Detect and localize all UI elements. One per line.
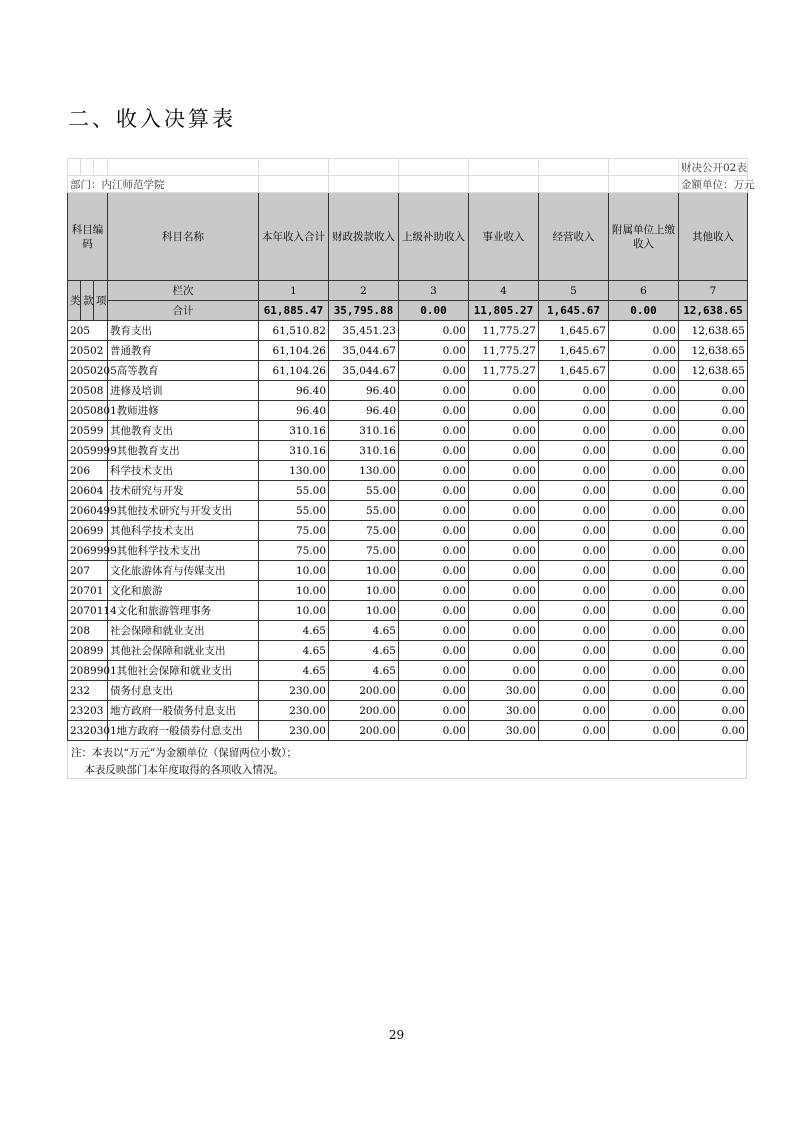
row-name: 其他科学技术支出	[108, 521, 259, 541]
row-value-5: 0.00	[539, 701, 609, 721]
row-name: 技术研究与开发	[108, 481, 259, 501]
row-value-5: 0.00	[539, 521, 609, 541]
row-value-2: 35,044.67	[329, 361, 399, 381]
row-value-2: 10.00	[329, 561, 399, 581]
row-value-6: 0.00	[609, 701, 679, 721]
row-value-7: 0.00	[679, 621, 748, 641]
row-value-5: 0.00	[539, 381, 609, 401]
header-col-4: 事业收入	[469, 193, 539, 281]
row-name: 科学技术支出	[108, 461, 259, 481]
row-value-3: 0.00	[399, 401, 469, 421]
col-num-1: 1	[259, 281, 329, 301]
row-value-3: 0.00	[399, 641, 469, 661]
row-name: 社会保障和就业支出	[108, 621, 259, 641]
row-value-1: 96.40	[259, 381, 329, 401]
row-code: 20502	[68, 341, 108, 361]
row-value-6: 0.00	[609, 641, 679, 661]
row-value-1: 75.00	[259, 541, 329, 561]
row-value-7: 12,638.65	[679, 361, 748, 381]
row-value-4: 0.00	[469, 381, 539, 401]
row-value-2: 4.65	[329, 661, 399, 681]
table-row	[68, 441, 748, 461]
col-num-2: 2	[329, 281, 399, 301]
table-row	[68, 381, 748, 401]
table-row	[68, 601, 748, 621]
row-code: 2050801	[68, 401, 108, 421]
row-value-3: 0.00	[399, 581, 469, 601]
row-value-3: 0.00	[399, 321, 469, 341]
row-value-5: 0.00	[539, 441, 609, 461]
row-value-3: 0.00	[399, 461, 469, 481]
header-col-3: 上级补助收入	[399, 193, 469, 281]
table-row	[68, 721, 748, 741]
row-value-3: 0.00	[399, 721, 469, 741]
row-value-1: 230.00	[259, 681, 329, 701]
table-row	[68, 621, 748, 641]
row-value-3: 0.00	[399, 681, 469, 701]
row-value-6: 0.00	[609, 561, 679, 581]
row-value-7: 0.00	[679, 481, 748, 501]
row-value-3: 0.00	[399, 541, 469, 561]
row-value-2: 4.65	[329, 641, 399, 661]
row-value-2: 35,044.67	[329, 341, 399, 361]
row-code: 2050205	[68, 361, 108, 381]
row-value-6: 0.00	[609, 541, 679, 561]
row-name: 其他教育支出	[108, 421, 259, 441]
total-value-7: 12,638.65	[679, 301, 748, 321]
row-name: 地方政府一般债券付息支出	[108, 721, 259, 741]
table-row	[68, 461, 748, 481]
row-value-5: 0.00	[539, 461, 609, 481]
row-name: 文化旅游体育与传媒支出	[108, 561, 259, 581]
table-row	[68, 541, 748, 561]
row-value-4: 0.00	[469, 621, 539, 641]
row-value-1: 10.00	[259, 601, 329, 621]
header-name: 科目名称	[108, 193, 259, 281]
col-num-6: 6	[609, 281, 679, 301]
department-label: 部门：内江师范学院	[68, 176, 259, 193]
row-code: 2320301	[68, 721, 108, 741]
row-value-6: 0.00	[609, 721, 679, 741]
row-value-3: 0.00	[399, 361, 469, 381]
row-value-1: 61,510.82	[259, 321, 329, 341]
row-code: 205	[68, 321, 108, 341]
row-name: 其他技术研究与开发支出	[108, 501, 259, 521]
row-value-2: 96.40	[329, 381, 399, 401]
note-line-2: 本表反映部门本年度取得的各项收入情况。	[71, 764, 284, 776]
unit-label: 金额单位：万元	[679, 176, 748, 193]
row-value-2: 200.00	[329, 701, 399, 721]
row-name: 地方政府一般债务付息支出	[108, 701, 259, 721]
row-name: 其他教育支出	[108, 441, 259, 461]
row-value-2: 10.00	[329, 601, 399, 621]
row-value-4: 0.00	[469, 441, 539, 461]
table-row	[68, 701, 748, 721]
row-value-6: 0.00	[609, 521, 679, 541]
row-value-3: 0.00	[399, 701, 469, 721]
row-value-5: 1,645.67	[539, 321, 609, 341]
row-code: 2069999	[68, 541, 108, 561]
row-name: 进修及培训	[108, 381, 259, 401]
row-value-5: 0.00	[539, 421, 609, 441]
table-row	[68, 341, 748, 361]
row-value-2: 75.00	[329, 541, 399, 561]
row-value-6: 0.00	[609, 581, 679, 601]
row-value-2: 35,451.23	[329, 321, 399, 341]
row-value-2: 130.00	[329, 461, 399, 481]
row-value-5: 0.00	[539, 581, 609, 601]
row-value-6: 0.00	[609, 601, 679, 621]
total-label: 合计	[108, 301, 259, 321]
page-number: 29	[388, 1028, 405, 1042]
row-value-6: 0.00	[609, 461, 679, 481]
row-value-7: 0.00	[679, 561, 748, 581]
row-value-7: 0.00	[679, 521, 748, 541]
row-value-1: 230.00	[259, 701, 329, 721]
notes	[67, 741, 747, 779]
row-name: 其他科学技术支出	[108, 541, 259, 561]
row-value-5: 0.00	[539, 481, 609, 501]
header-col-1: 本年收入合计	[259, 193, 329, 281]
row-value-2: 75.00	[329, 521, 399, 541]
row-value-4: 0.00	[469, 641, 539, 661]
row-value-3: 0.00	[399, 621, 469, 641]
header-col-7: 其他收入	[679, 193, 748, 281]
row-code: 20899	[68, 641, 108, 661]
row-value-4: 0.00	[469, 461, 539, 481]
row-name: 教育支出	[108, 321, 259, 341]
row-code: 2059999	[68, 441, 108, 461]
row-value-4: 0.00	[469, 501, 539, 521]
row-value-3: 0.00	[399, 561, 469, 581]
row-value-3: 0.00	[399, 421, 469, 441]
table-row	[68, 641, 748, 661]
col-num-3: 3	[399, 281, 469, 301]
row-value-7: 0.00	[679, 581, 748, 601]
row-value-1: 10.00	[259, 561, 329, 581]
row-code: 206	[68, 461, 108, 481]
row-value-4: 0.00	[469, 561, 539, 581]
row-value-2: 310.16	[329, 441, 399, 461]
row-value-1: 96.40	[259, 401, 329, 421]
row-value-6: 0.00	[609, 481, 679, 501]
row-value-5: 0.00	[539, 501, 609, 521]
row-value-1: 310.16	[259, 421, 329, 441]
table-row	[68, 361, 748, 381]
table-row	[68, 661, 748, 681]
row-value-5: 1,645.67	[539, 341, 609, 361]
row-value-7: 0.00	[679, 661, 748, 681]
row-value-7: 0.00	[679, 421, 748, 441]
row-name: 其他社会保障和就业支出	[108, 661, 259, 681]
header-lanci: 栏次	[108, 281, 259, 301]
row-value-4: 0.00	[469, 481, 539, 501]
row-value-5: 0.00	[539, 641, 609, 661]
table-row	[68, 581, 748, 601]
row-value-6: 0.00	[609, 501, 679, 521]
row-name: 文化和旅游管理事务	[108, 601, 259, 621]
row-code: 20508	[68, 381, 108, 401]
row-value-2: 10.00	[329, 581, 399, 601]
row-value-4: 11,775.27	[469, 321, 539, 341]
row-value-2: 55.00	[329, 481, 399, 501]
row-value-4: 0.00	[469, 661, 539, 681]
row-value-4: 0.00	[469, 401, 539, 421]
row-value-6: 0.00	[609, 321, 679, 341]
row-value-4: 0.00	[469, 541, 539, 561]
row-code: 2060499	[68, 501, 108, 521]
col-num-7: 7	[679, 281, 748, 301]
row-value-7: 0.00	[679, 381, 748, 401]
row-value-4: 0.00	[469, 601, 539, 621]
table-row	[68, 481, 748, 501]
row-value-6: 0.00	[609, 401, 679, 421]
row-code: 232	[68, 681, 108, 701]
row-value-2: 310.16	[329, 421, 399, 441]
row-value-7: 0.00	[679, 721, 748, 741]
row-value-7: 0.00	[679, 641, 748, 661]
col-num-4: 4	[469, 281, 539, 301]
row-value-6: 0.00	[609, 621, 679, 641]
table-row	[68, 561, 748, 581]
row-name: 文化和旅游	[108, 581, 259, 601]
row-value-7: 0.00	[679, 701, 748, 721]
row-value-1: 55.00	[259, 501, 329, 521]
row-value-6: 0.00	[609, 341, 679, 361]
row-value-7: 0.00	[679, 441, 748, 461]
row-value-6: 0.00	[609, 661, 679, 681]
row-value-7: 0.00	[679, 461, 748, 481]
row-value-2: 200.00	[329, 681, 399, 701]
row-value-1: 230.00	[259, 721, 329, 741]
row-name: 普通教育	[108, 341, 259, 361]
row-value-1: 4.65	[259, 641, 329, 661]
row-value-7: 0.00	[679, 601, 748, 621]
header-code: 科目编码	[68, 193, 108, 281]
row-value-4: 30.00	[469, 701, 539, 721]
row-value-5: 0.00	[539, 401, 609, 421]
row-value-6: 0.00	[609, 361, 679, 381]
row-value-5: 0.00	[539, 681, 609, 701]
row-value-2: 200.00	[329, 721, 399, 741]
header-kuan: 款	[81, 281, 94, 321]
row-value-4: 11,775.27	[469, 341, 539, 361]
row-value-5: 0.00	[539, 621, 609, 641]
row-value-3: 0.00	[399, 501, 469, 521]
form-code: 财决公开02表	[679, 159, 748, 176]
row-value-6: 0.00	[609, 381, 679, 401]
row-value-4: 30.00	[469, 721, 539, 741]
table-row	[68, 321, 748, 341]
row-code: 20599	[68, 421, 108, 441]
row-value-2: 96.40	[329, 401, 399, 421]
row-value-1: 55.00	[259, 481, 329, 501]
row-value-3: 0.00	[399, 521, 469, 541]
total-value-3: 0.00	[399, 301, 469, 321]
total-value-2: 35,795.88	[329, 301, 399, 321]
row-value-4: 0.00	[469, 581, 539, 601]
row-value-6: 0.00	[609, 441, 679, 461]
page-title: 二、收入决算表	[68, 107, 236, 131]
row-name: 教师进修	[108, 401, 259, 421]
total-value-6: 0.00	[609, 301, 679, 321]
row-value-3: 0.00	[399, 381, 469, 401]
row-code: 208	[68, 621, 108, 641]
total-value-1: 61,885.47	[259, 301, 329, 321]
row-code: 207	[68, 561, 108, 581]
row-value-2: 4.65	[329, 621, 399, 641]
header-xiang: 项	[94, 281, 108, 321]
row-value-1: 61,104.26	[259, 341, 329, 361]
header-col-2: 财政拨款收入	[329, 193, 399, 281]
row-code: 2089901	[68, 661, 108, 681]
row-value-4: 0.00	[469, 521, 539, 541]
row-value-4: 11,775.27	[469, 361, 539, 381]
row-value-3: 0.00	[399, 341, 469, 361]
row-value-3: 0.00	[399, 601, 469, 621]
row-code: 2070114	[68, 601, 108, 621]
row-value-4: 30.00	[469, 681, 539, 701]
row-value-2: 55.00	[329, 501, 399, 521]
row-value-5: 0.00	[539, 601, 609, 621]
table-row	[68, 421, 748, 441]
header-lei: 类	[68, 281, 81, 321]
row-value-7: 0.00	[679, 681, 748, 701]
row-value-3: 0.00	[399, 441, 469, 461]
row-value-3: 0.00	[399, 661, 469, 681]
row-value-4: 0.00	[469, 421, 539, 441]
table-row	[68, 401, 748, 421]
row-code: 23203	[68, 701, 108, 721]
header-col-6: 附属单位上缴收入	[609, 193, 679, 281]
row-value-5: 0.00	[539, 721, 609, 741]
row-value-3: 0.00	[399, 481, 469, 501]
total-value-4: 11,805.27	[469, 301, 539, 321]
row-value-1: 310.16	[259, 441, 329, 461]
row-value-5: 1,645.67	[539, 361, 609, 381]
row-value-1: 130.00	[259, 461, 329, 481]
row-value-1: 10.00	[259, 581, 329, 601]
row-value-1: 61,104.26	[259, 361, 329, 381]
row-code: 20699	[68, 521, 108, 541]
row-value-6: 0.00	[609, 421, 679, 441]
row-value-5: 0.00	[539, 661, 609, 681]
income-table	[67, 158, 755, 779]
row-value-7: 12,638.65	[679, 321, 748, 341]
row-name: 高等教育	[108, 361, 259, 381]
row-value-7: 0.00	[679, 541, 748, 561]
row-value-1: 75.00	[259, 521, 329, 541]
total-value-5: 1,645.67	[539, 301, 609, 321]
row-name: 其他社会保障和就业支出	[108, 641, 259, 661]
row-value-7: 0.00	[679, 401, 748, 421]
header-col-5: 经营收入	[539, 193, 609, 281]
row-code: 20604	[68, 481, 108, 501]
row-value-1: 4.65	[259, 661, 329, 681]
row-value-7: 0.00	[679, 501, 748, 521]
table-row	[68, 501, 748, 521]
row-value-1: 4.65	[259, 621, 329, 641]
table-row	[68, 521, 748, 541]
note-line-1: 注：本表以“万元”为金额单位（保留两位小数）；	[71, 747, 297, 759]
col-num-5: 5	[539, 281, 609, 301]
table-row	[68, 681, 748, 701]
row-name: 债务付息支出	[108, 681, 259, 701]
row-value-5: 0.00	[539, 561, 609, 581]
row-code: 20701	[68, 581, 108, 601]
row-value-7: 12,638.65	[679, 341, 748, 361]
row-value-5: 0.00	[539, 541, 609, 561]
row-value-6: 0.00	[609, 681, 679, 701]
